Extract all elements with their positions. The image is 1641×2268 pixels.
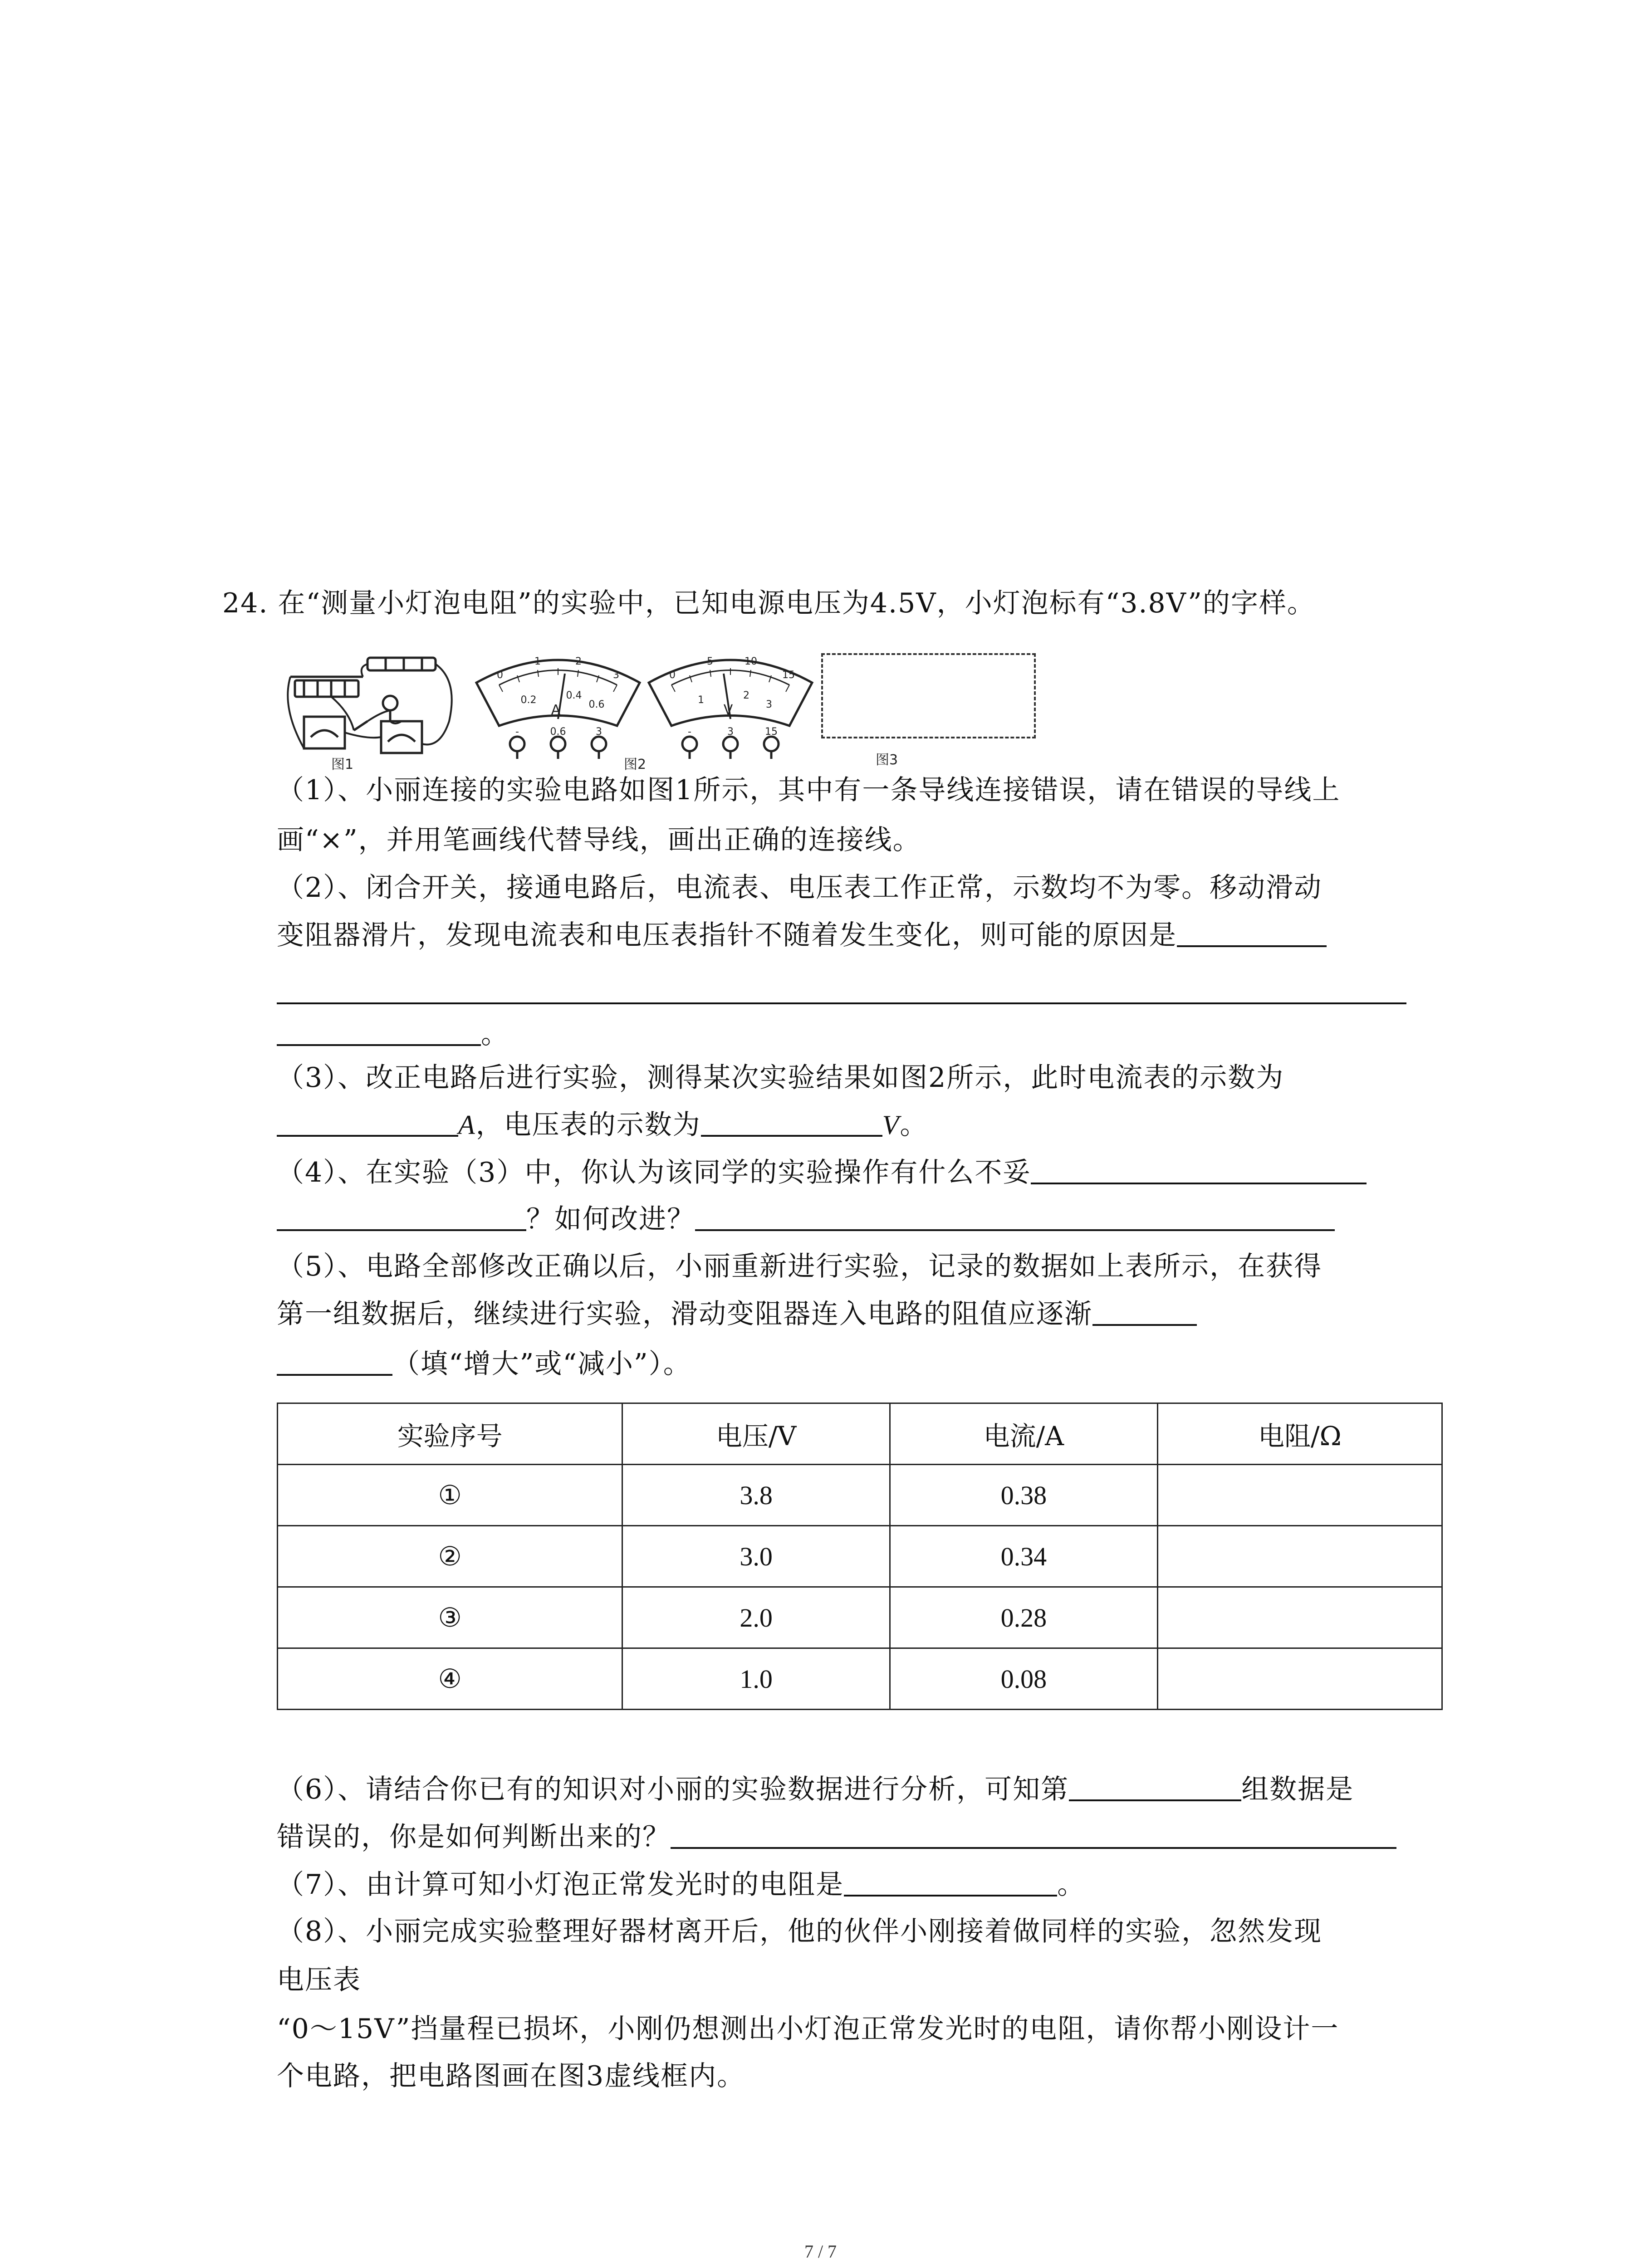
table-header-cell: 电阻/Ω <box>1157 1403 1442 1465</box>
ammeter-terminal-1: 0.6 <box>550 726 566 738</box>
table-cell: 0.34 <box>890 1526 1157 1587</box>
fig3-label: 图3 <box>876 752 898 768</box>
part6-line2 <box>277 1819 1396 1855</box>
part4-blank-b[interactable] <box>277 1202 526 1231</box>
ammeter-terminal-0: - <box>515 726 519 738</box>
voltmeter-dial <box>644 646 817 760</box>
part5-line2-text: 第一组数据后，继续进行实验，滑动变阻器连入电路的阻值应逐渐 <box>277 1298 1092 1330</box>
voltmeter-terminal-0: - <box>688 726 691 738</box>
part2-line1: （2）、闭合开关，接通电路后，电流表、电压表工作正常，示数均不为零。移动滑动 <box>277 872 1323 904</box>
fig3-dashed-box <box>821 653 1036 738</box>
voltmeter-unit: V <box>723 702 733 718</box>
part6-blank-a[interactable] <box>1069 1772 1241 1801</box>
table-cell: 3.8 <box>622 1465 890 1526</box>
part3-line2 <box>277 1107 928 1143</box>
ammeter-dial <box>472 646 644 760</box>
table-cell: 0.08 <box>890 1648 1157 1710</box>
part2-answer-blank-a[interactable] <box>1177 918 1327 947</box>
ammeter-scale-bottom-0: 0.2 <box>520 694 537 706</box>
part2-answer-blank-b[interactable] <box>277 1002 1406 1004</box>
part1-line2: 画“×”，并用笔画线代替导线，画出正确的连接线。 <box>277 824 921 856</box>
table-row <box>278 1648 1442 1710</box>
part7-blank[interactable] <box>844 1867 1057 1897</box>
ammeter-unit: A <box>551 702 561 718</box>
voltmeter-terminal-1: 3 <box>727 726 734 738</box>
page-number: 7 / 7 <box>804 2241 837 2262</box>
part2-line2 <box>277 917 1327 953</box>
voltmeter-scale-bottom-2: 3 <box>766 699 772 710</box>
part6-line1-text: （6）、请结合你已有的知识对小丽的实验数据进行分析，可知第 <box>277 1774 1069 1805</box>
table-cell-resistance[interactable] <box>1157 1587 1442 1648</box>
part1-line1: （1）、小丽连接的实验电路如图1所示，其中有一条导线连接错误，请在错误的导线上 <box>277 774 1341 806</box>
part3-voltage-blank[interactable] <box>701 1108 882 1137</box>
table-cell: ③ <box>278 1587 622 1648</box>
part3-current-blank[interactable] <box>277 1108 458 1137</box>
voltmeter-scale-top-1: 5 <box>707 656 713 667</box>
part6-line2-text: 错误的，你是如何判断出来的？ <box>277 1821 671 1853</box>
part4-blank-c[interactable] <box>695 1202 1335 1231</box>
part8-line4: 个电路，把电路图画在图3虚线框内。 <box>277 2060 745 2092</box>
part5-line2 <box>277 1296 1197 1332</box>
part4-line1 <box>277 1154 1367 1191</box>
part3-end: 。 <box>900 1109 928 1141</box>
battery-shape <box>367 658 436 670</box>
table-header-cell: 电流/A <box>890 1403 1157 1465</box>
ammeter-scale-top-2: 2 <box>575 656 582 667</box>
table-cell-resistance[interactable] <box>1157 1648 1442 1710</box>
ammeter-terminal-2: 3 <box>596 726 602 738</box>
question-title: 24. 在“测量小灯泡电阻”的实验中，已知电源电压为4.5V，小灯泡标有“3.8V”的字样。 <box>222 587 1315 619</box>
ammeter-scale-top-3: 3 <box>613 670 619 681</box>
part8-line2: 电压表 <box>277 1964 361 1996</box>
voltmeter-scale-top-3: 15 <box>782 670 795 681</box>
table-header-cell: 电压/V <box>622 1403 890 1465</box>
part6-line1 <box>277 1771 1354 1808</box>
table-cell: 0.38 <box>890 1465 1157 1526</box>
part5-line1: （5）、电路全部修改正确以后，小丽重新进行实验，记录的数据如上表所示，在获得 <box>277 1251 1323 1282</box>
ammeter-scale-top-0: 0 <box>497 670 503 681</box>
part7-line1 <box>277 1867 1085 1903</box>
part5-line3-text: （填“增大”或“减小”）。 <box>392 1348 691 1380</box>
voltmeter-box <box>381 721 422 753</box>
table-cell: ④ <box>278 1648 622 1710</box>
table-row <box>278 1526 1442 1587</box>
part4-mid: ？如何改进？ <box>526 1203 695 1235</box>
table-cell: ① <box>278 1465 622 1526</box>
part6-line1-end: 组数据是 <box>1241 1774 1354 1805</box>
table-row <box>278 1465 1442 1526</box>
table-cell: 3.0 <box>622 1526 890 1587</box>
part2-answer-blank-c[interactable] <box>277 1017 481 1046</box>
part2-line3 <box>277 1016 509 1052</box>
table-cell: 0.28 <box>890 1587 1157 1648</box>
part3-line1: （3）、改正电路后进行实验，测得某次实验结果如图2所示，此时电流表的示数为 <box>277 1062 1284 1094</box>
data-table <box>277 1403 1443 1710</box>
part8-line1: （8）、小丽完成实验整理好器材离开后，他的伙伴小刚接着做同样的实验，忽然发现 <box>277 1916 1323 1947</box>
part5-blank-a[interactable] <box>1092 1297 1197 1326</box>
table-row <box>278 1587 1442 1648</box>
part7-end: 。 <box>1057 1869 1086 1901</box>
part4-line1-text: （4）、在实验（3）中，你认为该同学的实验操作有什么不妥 <box>277 1157 1031 1188</box>
table-cell-resistance[interactable] <box>1157 1465 1442 1526</box>
voltmeter-scale-bottom-0: 1 <box>698 694 704 706</box>
table-header-row <box>278 1403 1442 1465</box>
part3-mid: ，电压表的示数为 <box>475 1109 701 1141</box>
part5-line3 <box>277 1346 691 1382</box>
ammeter-scale-top-1: 1 <box>534 656 541 667</box>
ammeter-scale-bottom-1: 0.4 <box>566 690 582 701</box>
part4-line2 <box>277 1201 1335 1237</box>
table-cell: 2.0 <box>622 1587 890 1648</box>
part2-line2-text: 变阻器滑片，发现电流表和电压表指针不随着发生变化，则可能的原因是 <box>277 919 1177 951</box>
part2-end: 。 <box>481 1018 509 1050</box>
part4-blank-a[interactable] <box>1031 1155 1367 1184</box>
table-header-cell: 实验序号 <box>278 1403 622 1465</box>
circuit-figure <box>277 653 467 758</box>
ammeter-box <box>304 717 345 748</box>
table-cell-resistance[interactable] <box>1157 1526 1442 1587</box>
voltmeter-scale-top-0: 0 <box>669 670 676 681</box>
fig2-label: 图2 <box>624 757 647 772</box>
table-cell: ② <box>278 1526 622 1587</box>
part3-unit-a: A <box>458 1110 476 1140</box>
voltmeter-scale-top-2: 10 <box>745 656 757 667</box>
ammeter-scale-bottom-2: 0.6 <box>588 699 605 710</box>
part7-line1-text: （7）、由计算可知小灯泡正常发光时的电阻是 <box>277 1869 844 1901</box>
part8-line3: “0～15V”挡量程已损坏，小刚仍想测出小灯泡正常发光时的电阻，请你帮小刚设计一 <box>277 2013 1339 2045</box>
fig1-label: 图1 <box>331 757 354 772</box>
voltmeter-terminal-2: 15 <box>765 726 778 738</box>
bulb-shape <box>383 696 397 710</box>
table-cell: 1.0 <box>622 1648 890 1710</box>
part5-blank-b[interactable] <box>277 1347 392 1376</box>
part3-unit-v: V <box>882 1110 900 1140</box>
part6-blank-b[interactable] <box>671 1820 1396 1849</box>
voltmeter-scale-bottom-1: 2 <box>743 690 749 701</box>
